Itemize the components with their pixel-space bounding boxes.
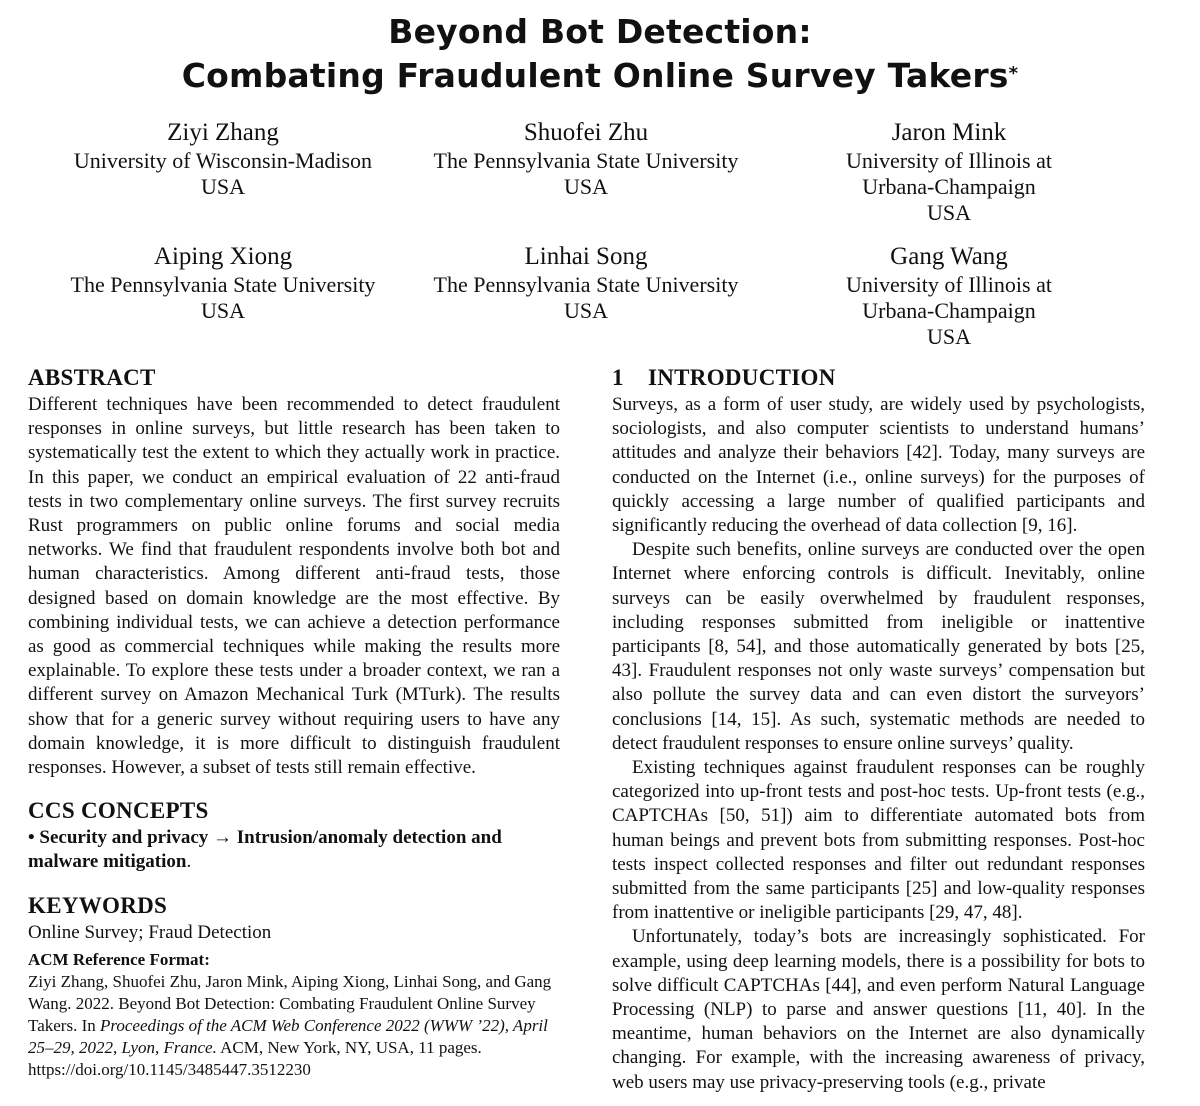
reference-venue: Proceedings of the ACM Web Conference 2022 (WWW ’22), April 25–29, 2022, Lyon, France. xyxy=(28,1015,548,1057)
author-name: Ziyi Zhang xyxy=(167,119,279,146)
author-name: Shuofei Zhu xyxy=(523,119,649,146)
author-name: Aiping Xiong xyxy=(153,243,293,270)
author-block xyxy=(43,242,403,324)
intro-paragraph: Surveys, as a form of user study, are widely used by psychologists, sociologists, and also computer scientists to understand humans’ attitudes and analyze their behaviors [42]. Today, many surveys are conducted on the Internet (i.e., online surveys) for the purposes of quickly accessing a large number of qualified participants and significantly reducing the overhead of data collection [9, 16]. xyxy=(612,394,1145,537)
author-block xyxy=(406,242,766,324)
author-name: Gang Wang xyxy=(890,243,1008,270)
author-block xyxy=(769,242,1129,350)
title-line-1: Beyond Bot Detection: xyxy=(388,12,812,51)
author-affiliation: University of Wisconsin-Madison xyxy=(73,148,373,173)
author-affiliation: University of Illinois at xyxy=(846,148,1052,173)
author-affiliation: Urbana-Champaign xyxy=(862,174,1036,199)
author-affiliation: Urbana-Champaign xyxy=(862,298,1036,323)
reference-format-heading: ACM Reference Format: xyxy=(28,949,210,969)
section-title: INTRODUCTION xyxy=(648,365,836,390)
intro-paragraph: Despite such benefits, online surveys are conducted over the open Internet where enforcing controls is difficult. Inevitably, online surveys can be easily overwhelmed by fraudulent responses, including responses submitted from ineligible or inattentive participants [8, 54], and those automatically generated by bots [25, 43]. Fraudulent responses not only waste surveys’ compensation but also pollute the survey data and can even distort the surveyors’ conclusions [14, 15]. As such, systematic methods are needed to detect fraudulent responses to ensure online surveys’ quality. xyxy=(612,539,1145,754)
introduction-heading xyxy=(612,363,1145,393)
author-block xyxy=(43,118,403,200)
author-country: USA xyxy=(563,174,608,199)
ccs-concepts xyxy=(28,826,560,874)
ccs-heading: CCS CONCEPTS xyxy=(28,798,209,824)
author-country: USA xyxy=(926,324,971,349)
ccs-concepts-text: • Security and privacy → Intrusion/anomaly detection and malware mitigation xyxy=(28,827,502,873)
title-line-2: Combating Fraudulent Online Survey Takers xyxy=(181,56,1009,95)
keywords-text: Online Survey; Fraud Detection xyxy=(28,921,272,943)
author-block xyxy=(406,118,766,200)
reference-prefix: Ziyi Zhang, Shuofei Zhu, Jaron Mink, Aiping Xiong, Linhai Song, and Gang Wang. 2022. Beyond Bot Detection: Combating Fraudulent Online Survey Takers. In xyxy=(28,971,552,1035)
author-affiliation: The Pennsylvania State University xyxy=(70,272,376,297)
author-name: Jaron Mink xyxy=(891,119,1007,146)
author-country: USA xyxy=(200,174,245,199)
author-country: USA xyxy=(926,200,971,225)
abstract-heading: ABSTRACT xyxy=(28,365,156,390)
section-number: 1 xyxy=(612,365,624,390)
paper-title xyxy=(0,10,1200,98)
intro-paragraph: Unfortunately, today’s bots are increasingly sophisticated. For example, using deep learning models, there is a possibility for bots to solve difficult CAPTCHAs [44], and even perform Natural Language Processing (NLP) to parse and answer questions [11, 40]. In the meantime, human behaviors on the Internet are also dynamically changing. For example, with the increasing awareness of privacy, web users may use privacy-preserving tools (e.g., private xyxy=(612,926,1145,1093)
author-country: USA xyxy=(200,298,245,323)
intro-paragraph: Existing techniques against fraudulent responses can be roughly categorized into up-front tests and post-hoc tests. Up-front tests (e.g., CAPTCHAs [50, 51]) aim to differentiate automated bots from human beings and prevent bots from submitting responses. Post-hoc tests inspect collected responses and filter out redundant responses submitted from the same participants [25] and low-quality responses from inattentive or ineligible participants [29, 47, 48]. xyxy=(612,757,1145,924)
title-footnote-mark: * xyxy=(1008,63,1019,84)
author-country: USA xyxy=(563,298,608,323)
author-name: Linhai Song xyxy=(524,243,648,270)
author-block xyxy=(769,118,1129,226)
reference-format-text xyxy=(28,971,560,1081)
author-affiliation: University of Illinois at xyxy=(846,272,1052,297)
left-column xyxy=(28,363,560,1081)
right-column xyxy=(612,363,1145,1095)
ccs-period: . xyxy=(186,851,192,873)
author-affiliation: The Pennsylvania State University xyxy=(433,272,739,297)
abstract-text: Different techniques have been recommended to detect fraudulent responses in online surveys, but little research has been taken to systematically test the extent to which they actually work in practice. In this paper, we conduct an empirical evaluation of 22 anti-fraud tests in two complementary online surveys. The first survey recruits Rust programmers on public online forums and social media networks. We find that fraudulent respondents involve both bot and human characteristics. Among different anti-fraud tests, those designed based on domain knowledge are the most effective. By combining individual tests, we can achieve a detection performance as good as commercial techniques while making the results more explainable. To explore these tests under a broader context, we ran a different survey on Amazon Mechanical Turk (MTurk). The results show that for a generic survey without requiring users to have any domain knowledge, it is more difficult to distinguish fraudulent responses. However, a subset of tests still remain effective. xyxy=(28,394,560,779)
keywords-heading: KEYWORDS xyxy=(28,892,168,918)
reference-suffix: ACM, New York, NY, USA, 11 pages. https://doi.org/10.1145/3485447.3512230 xyxy=(28,1037,482,1079)
author-affiliation: The Pennsylvania State University xyxy=(433,148,739,173)
